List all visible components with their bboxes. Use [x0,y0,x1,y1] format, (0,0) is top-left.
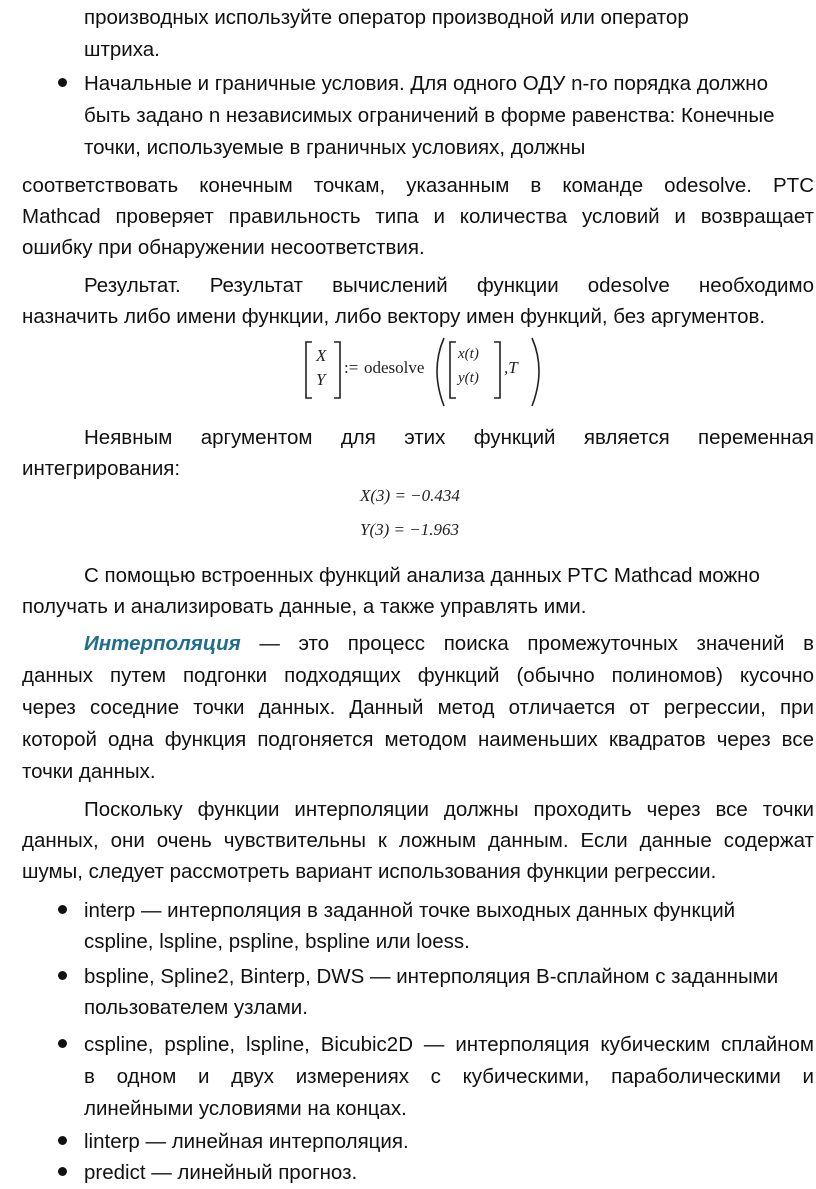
text-line: данных, они очень чувствительны к ложным данным. Если данные содержат [22,829,814,852]
term-interpolation: Интерполяция [84,632,241,655]
text-line: С помощью встроенных функций анализа данных PTC Mathcad можно [84,564,760,587]
text-line: назначить либо имени функции, либо вектору имен функций, без аргументов. [22,305,766,328]
text-line: cspline, pspline, lspline, Bicubic2D — интерполяция кубическим сплайном [84,1033,814,1056]
text-line: соответствовать конечным точкам, указанным в команде odesolve. PTC [22,174,814,197]
formula-lhs-bottom: Y [316,370,326,389]
text-line: Начальные и граничные условия. Для одного ОДУ n-го порядка должно [84,72,768,95]
result-y: Y(3) = −1.963 [360,520,459,539]
bullet-icon [58,1039,67,1048]
formula-function: odesolve [364,358,425,377]
text-line: Поскольку функции интерполяции должны проходить через все точки [84,798,814,821]
text-line: в одном и двух измерениях с кубическими, параболическими и [84,1065,814,1088]
bullet-icon [58,1167,67,1176]
odesolve-formula [300,336,540,408]
text-line: интегрирования: [22,457,181,480]
text-line: линейными условиями на концах. [84,1097,407,1120]
bullet-icon [58,971,67,980]
text-line: cspline, lspline, pspline, bspline или loess. [84,930,470,953]
text-line: Интерполяция — это процесс поиска промежуточных значений в [84,632,814,655]
text-line: быть задано n независимых ограничений в форме равенства: Конечные [84,104,775,127]
text-line: точки данных. [22,760,156,783]
text-line: predict — линейный прогноз. [84,1161,358,1184]
text-line: через соседние точки данных. Данный метод отличается от регрессии, при [22,696,814,719]
bullet-icon [58,1136,67,1145]
formula-lhs-top: X [316,346,327,365]
text-line: шумы, следует рассмотреть вариант использования функции регрессии. [22,860,717,883]
text-line: производных используйте оператор производной или оператор [84,6,689,29]
formula-tail: ,T [504,358,518,377]
text-line: bspline, Spline2, Binterp, DWS — интерполяция B-сплайном с заданными [84,965,779,988]
text-line: Неявным аргументом для этих функций является переменная [84,426,814,449]
text-line: Mathcad проверяет правильность типа и количества условий и возвращает [22,205,814,228]
result-x: X(3) = −0.434 [360,486,460,505]
text-line: linterp — линейная интерполяция. [84,1130,409,1153]
bullet-icon [58,905,67,914]
formula-arg-bottom: y(t) [458,370,479,386]
text-line: штриха. [84,38,160,61]
formula-arg-top: x(t) [458,346,479,362]
text-line: пользователем узлами. [84,996,308,1019]
text-line: interp — интерполяция в заданной точке выходных данных функций [84,899,736,922]
text-line: ошибку при обнаружении несоответствия. [22,236,425,259]
formula-assign: := [344,358,359,377]
text-line: получать и анализировать данные, а также управлять ими. [22,595,587,618]
bullet-icon [58,78,67,87]
text-line: точки, используемые в граничных условиях, должны [84,136,586,159]
text-line: которой одна функция подгоняется методом наименьших квадратов через все [22,728,814,751]
text-line: данных путем подгонки подходящих функций (обычно полиномов) кусочно [22,664,814,687]
text-line: Результат. Результат вычислений функции odesolve необходимо [84,274,814,297]
